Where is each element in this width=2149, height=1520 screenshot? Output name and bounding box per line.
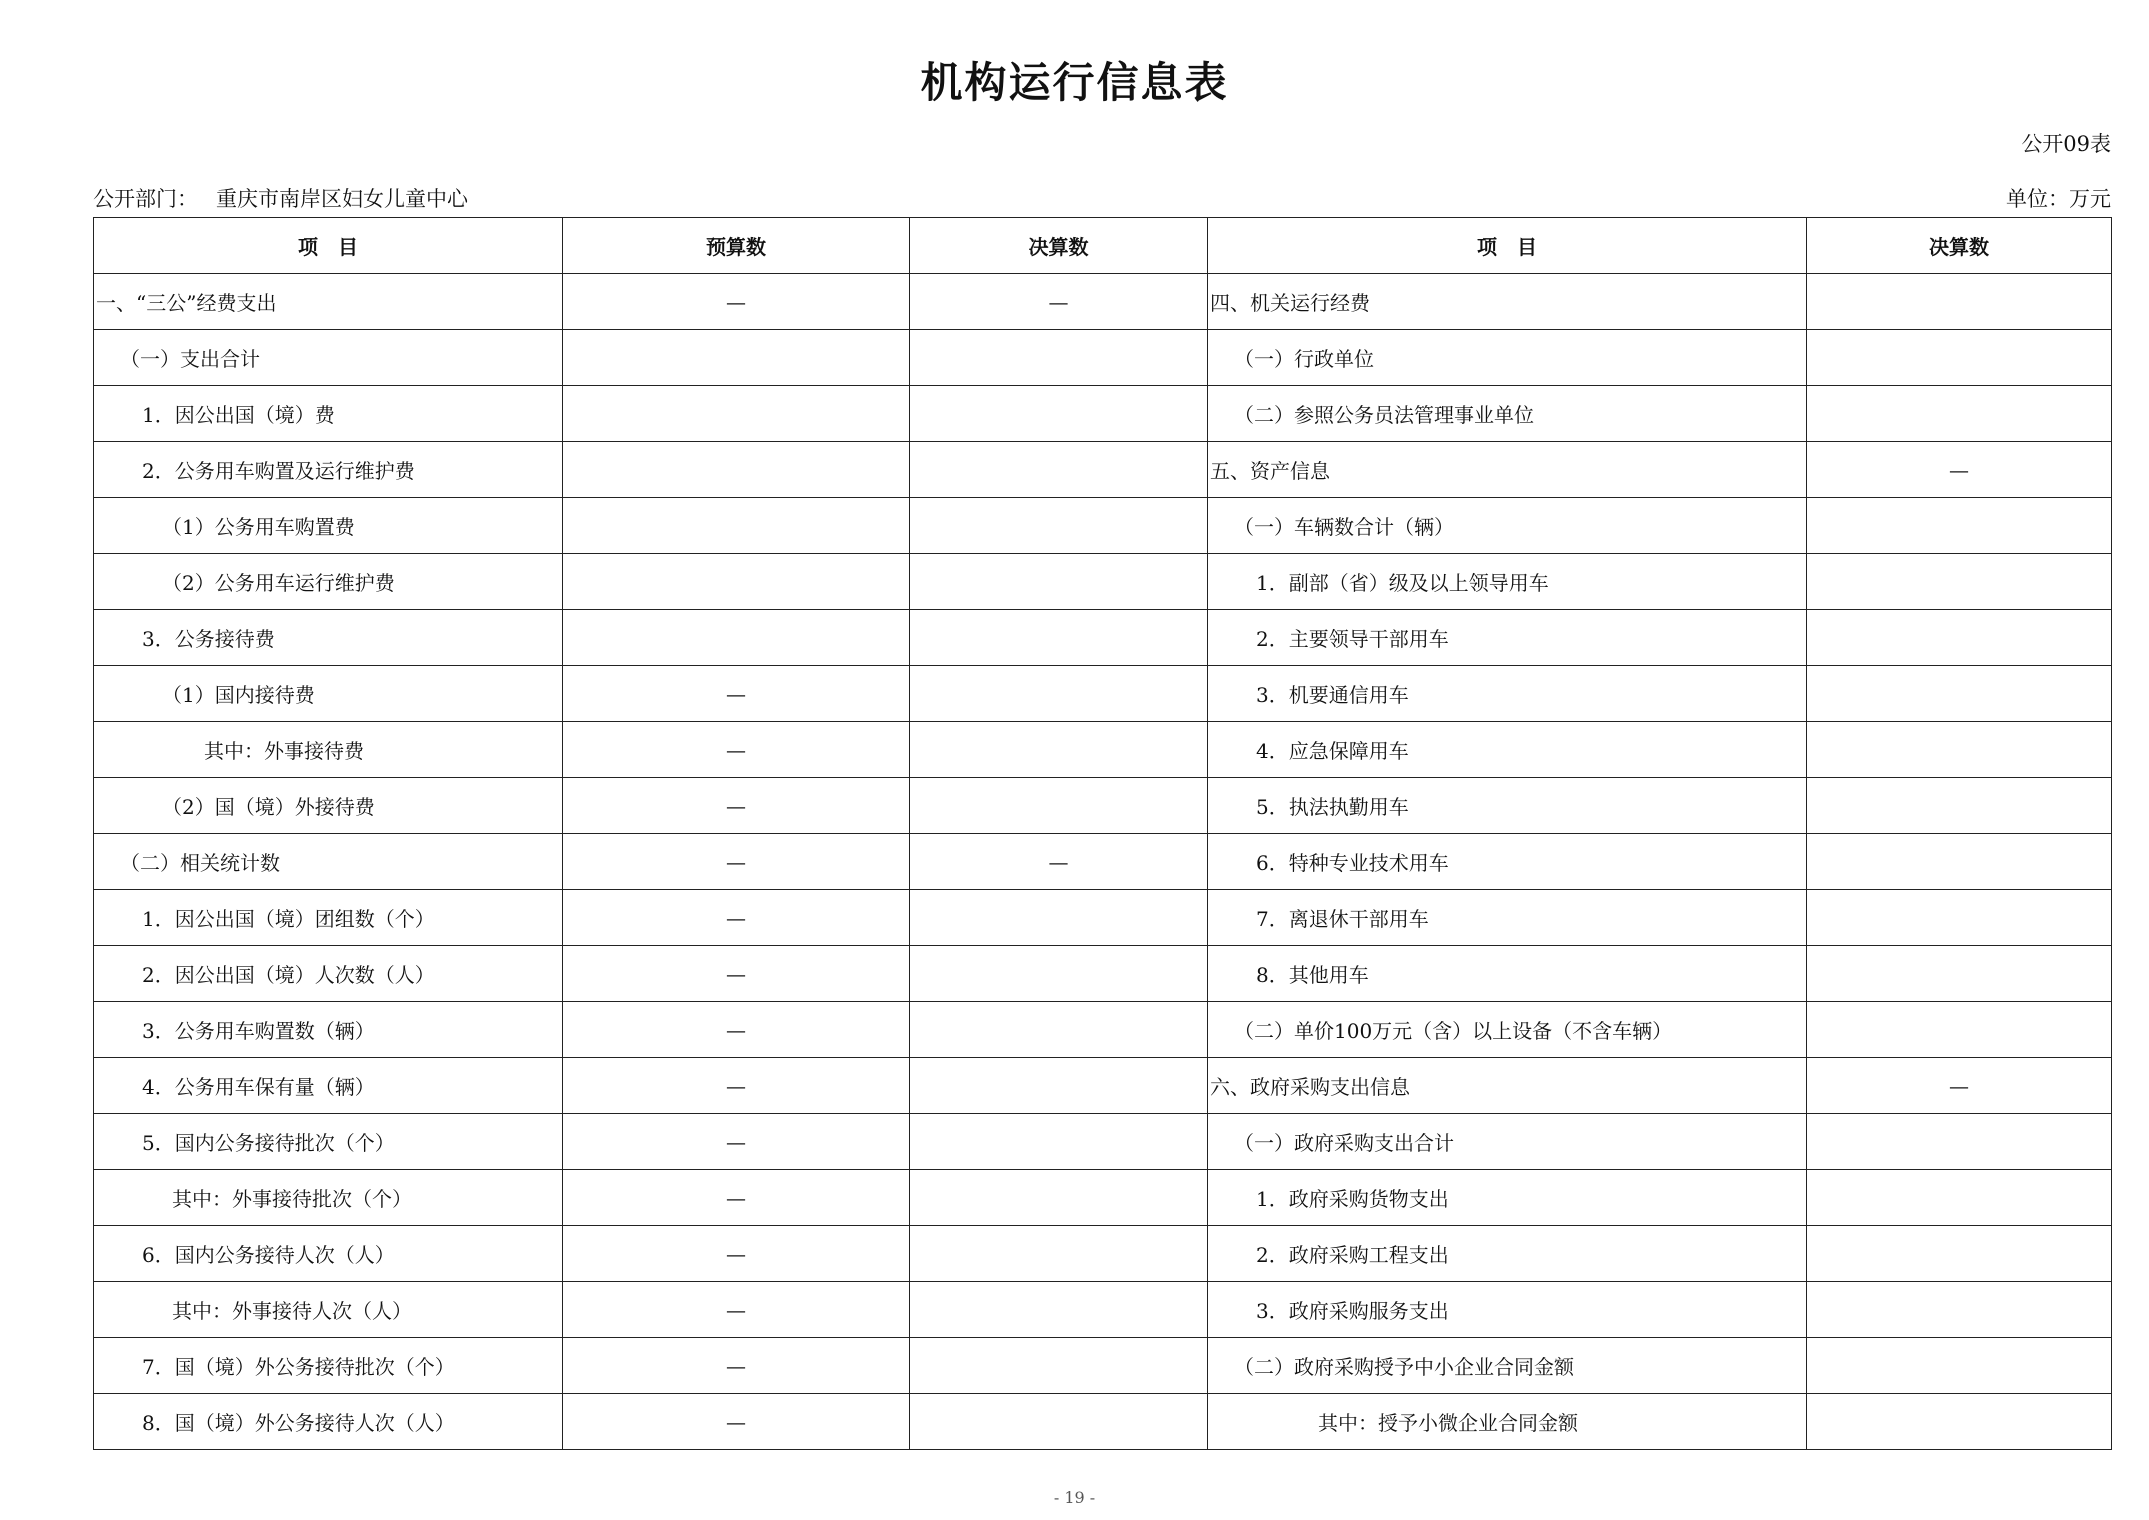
final-cell bbox=[910, 386, 1208, 442]
final-cell bbox=[910, 1226, 1208, 1282]
right-item-cell: 2．主要领导干部用车 bbox=[1208, 610, 1807, 666]
table-body bbox=[94, 274, 2112, 1450]
form-number: 公开09表 bbox=[2021, 132, 2111, 156]
final-cell bbox=[910, 666, 1208, 722]
right-item-cell: 其中：授予小微企业合同金额 bbox=[1208, 1394, 1807, 1450]
right-final-cell bbox=[1807, 1338, 2112, 1394]
right-item-cell: 六、政府采购支出信息 bbox=[1208, 1058, 1807, 1114]
table-row bbox=[94, 386, 2112, 442]
right-final-cell bbox=[1807, 666, 2112, 722]
table-row bbox=[94, 274, 2112, 330]
final-cell: — bbox=[910, 834, 1208, 890]
right-final-cell bbox=[1807, 330, 2112, 386]
header-final: 决算数 bbox=[910, 218, 1208, 274]
final-cell bbox=[910, 1338, 1208, 1394]
final-cell bbox=[910, 554, 1208, 610]
table-row bbox=[94, 722, 2112, 778]
right-final-cell bbox=[1807, 1394, 2112, 1450]
budget-cell: — bbox=[563, 722, 910, 778]
unit-label: 单位：万元 bbox=[2006, 187, 2111, 211]
final-cell bbox=[910, 330, 1208, 386]
right-item-cell: 8．其他用车 bbox=[1208, 946, 1807, 1002]
final-cell bbox=[910, 1114, 1208, 1170]
right-item-cell: 1．政府采购货物支出 bbox=[1208, 1170, 1807, 1226]
left-item-cell: 2．公务用车购置及运行维护费 bbox=[94, 442, 563, 498]
table-row bbox=[94, 1058, 2112, 1114]
right-final-cell bbox=[1807, 1282, 2112, 1338]
budget-cell bbox=[563, 442, 910, 498]
right-final-cell bbox=[1807, 1114, 2112, 1170]
left-item-cell: （二）相关统计数 bbox=[94, 834, 563, 890]
right-item-cell: 7．离退休干部用车 bbox=[1208, 890, 1807, 946]
budget-cell: — bbox=[563, 778, 910, 834]
info-table bbox=[93, 217, 2112, 1450]
right-final-cell bbox=[1807, 890, 2112, 946]
final-cell bbox=[910, 946, 1208, 1002]
right-final-cell bbox=[1807, 498, 2112, 554]
right-item-cell: （一）行政单位 bbox=[1208, 330, 1807, 386]
budget-cell: — bbox=[563, 1114, 910, 1170]
table-row bbox=[94, 1170, 2112, 1226]
right-item-cell: 3．政府采购服务支出 bbox=[1208, 1282, 1807, 1338]
table-row bbox=[94, 1114, 2112, 1170]
right-item-cell: （二）政府采购授予中小企业合同金额 bbox=[1208, 1338, 1807, 1394]
table-row bbox=[94, 1226, 2112, 1282]
table-row bbox=[94, 1002, 2112, 1058]
left-item-cell: 4．公务用车保有量（辆） bbox=[94, 1058, 563, 1114]
page-title: 机构运行信息表 bbox=[920, 58, 1229, 107]
right-final-cell bbox=[1807, 778, 2112, 834]
table-row bbox=[94, 1338, 2112, 1394]
table-row bbox=[94, 1282, 2112, 1338]
right-final-cell bbox=[1807, 386, 2112, 442]
budget-cell: — bbox=[563, 666, 910, 722]
page-number: - 19 - bbox=[1053, 1488, 1096, 1507]
final-cell bbox=[910, 778, 1208, 834]
final-cell bbox=[910, 1002, 1208, 1058]
budget-cell: — bbox=[563, 1170, 910, 1226]
left-item-cell: 3．公务用车购置数（辆） bbox=[94, 1002, 563, 1058]
left-item-cell: 6．国内公务接待人次（人） bbox=[94, 1226, 563, 1282]
budget-cell: — bbox=[563, 1394, 910, 1450]
budget-cell bbox=[563, 330, 910, 386]
left-item-cell: 其中：外事接待批次（个） bbox=[94, 1170, 563, 1226]
right-item-cell: 1．副部（省）级及以上领导用车 bbox=[1208, 554, 1807, 610]
budget-cell: — bbox=[563, 890, 910, 946]
table-row bbox=[94, 330, 2112, 386]
budget-cell: — bbox=[563, 1338, 910, 1394]
final-cell bbox=[910, 890, 1208, 946]
final-cell bbox=[910, 722, 1208, 778]
right-item-cell: 四、机关运行经费 bbox=[1208, 274, 1807, 330]
right-final-cell bbox=[1807, 1002, 2112, 1058]
right-item-cell: （一）车辆数合计（辆） bbox=[1208, 498, 1807, 554]
table-row bbox=[94, 610, 2112, 666]
left-item-cell: 3．公务接待费 bbox=[94, 610, 563, 666]
left-item-cell: 8．国（境）外公务接待人次（人） bbox=[94, 1394, 563, 1450]
table-row bbox=[94, 946, 2112, 1002]
right-final-cell bbox=[1807, 834, 2112, 890]
header-budget: 预算数 bbox=[563, 218, 910, 274]
right-item-cell: （二）参照公务员法管理事业单位 bbox=[1208, 386, 1807, 442]
right-final-cell: — bbox=[1807, 1058, 2112, 1114]
table-row bbox=[94, 666, 2112, 722]
budget-cell: — bbox=[563, 274, 910, 330]
left-item-cell: 一、“三公”经费支出 bbox=[94, 274, 563, 330]
department-label: 公开部门： bbox=[93, 187, 198, 211]
right-item-cell: 2．政府采购工程支出 bbox=[1208, 1226, 1807, 1282]
table-row bbox=[94, 498, 2112, 554]
right-item-cell: 五、资产信息 bbox=[1208, 442, 1807, 498]
right-final-cell bbox=[1807, 1226, 2112, 1282]
right-final-cell bbox=[1807, 554, 2112, 610]
final-cell bbox=[910, 610, 1208, 666]
table-row bbox=[94, 442, 2112, 498]
table-row bbox=[94, 778, 2112, 834]
table-row bbox=[94, 834, 2112, 890]
right-item-cell: （一）政府采购支出合计 bbox=[1208, 1114, 1807, 1170]
left-item-cell: （1）公务用车购置费 bbox=[94, 498, 563, 554]
left-item-cell: 2．因公出国（境）人次数（人） bbox=[94, 946, 563, 1002]
right-final-cell bbox=[1807, 722, 2112, 778]
header-left-item: 项 目 bbox=[94, 218, 563, 274]
left-item-cell: （一）支出合计 bbox=[94, 330, 563, 386]
final-cell: — bbox=[910, 274, 1208, 330]
right-item-cell: （二）单价100万元（含）以上设备（不含车辆） bbox=[1208, 1002, 1807, 1058]
left-item-cell: 1．因公出国（境）团组数（个） bbox=[94, 890, 563, 946]
right-item-cell: 6．特种专业技术用车 bbox=[1208, 834, 1807, 890]
table-row bbox=[94, 554, 2112, 610]
left-item-cell: 1．因公出国（境）费 bbox=[94, 386, 563, 442]
final-cell bbox=[910, 498, 1208, 554]
final-cell bbox=[910, 442, 1208, 498]
budget-cell bbox=[563, 386, 910, 442]
table-row bbox=[94, 1394, 2112, 1450]
header-right-final: 决算数 bbox=[1807, 218, 2112, 274]
left-item-cell: 其中：外事接待人次（人） bbox=[94, 1282, 563, 1338]
right-final-cell bbox=[1807, 610, 2112, 666]
left-item-cell: 其中：外事接待费 bbox=[94, 722, 563, 778]
right-item-cell: 4．应急保障用车 bbox=[1208, 722, 1807, 778]
left-item-cell: 5．国内公务接待批次（个） bbox=[94, 1114, 563, 1170]
budget-cell: — bbox=[563, 1002, 910, 1058]
left-item-cell: （2）公务用车运行维护费 bbox=[94, 554, 563, 610]
department bbox=[93, 183, 486, 213]
header-right-item: 项 目 bbox=[1208, 218, 1807, 274]
left-item-cell: （1）国内接待费 bbox=[94, 666, 563, 722]
budget-cell bbox=[563, 498, 910, 554]
final-cell bbox=[910, 1058, 1208, 1114]
left-item-cell: （2）国（境）外接待费 bbox=[94, 778, 563, 834]
right-final-cell bbox=[1807, 274, 2112, 330]
department-name: 重庆市南岸区妇女儿童中心 bbox=[216, 187, 468, 211]
final-cell bbox=[910, 1394, 1208, 1450]
right-final-cell bbox=[1807, 1170, 2112, 1226]
budget-cell bbox=[563, 554, 910, 610]
left-item-cell: 7．国（境）外公务接待批次（个） bbox=[94, 1338, 563, 1394]
right-final-cell: — bbox=[1807, 442, 2112, 498]
final-cell bbox=[910, 1282, 1208, 1338]
right-item-cell: 3．机要通信用车 bbox=[1208, 666, 1807, 722]
table-row bbox=[94, 890, 2112, 946]
right-item-cell: 5．执法执勤用车 bbox=[1208, 778, 1807, 834]
table-header-row bbox=[94, 218, 2112, 274]
budget-cell: — bbox=[563, 946, 910, 1002]
budget-cell bbox=[563, 610, 910, 666]
budget-cell: — bbox=[563, 1282, 910, 1338]
budget-cell: — bbox=[563, 1226, 910, 1282]
budget-cell: — bbox=[563, 1058, 910, 1114]
budget-cell: — bbox=[563, 834, 910, 890]
final-cell bbox=[910, 1170, 1208, 1226]
right-final-cell bbox=[1807, 946, 2112, 1002]
